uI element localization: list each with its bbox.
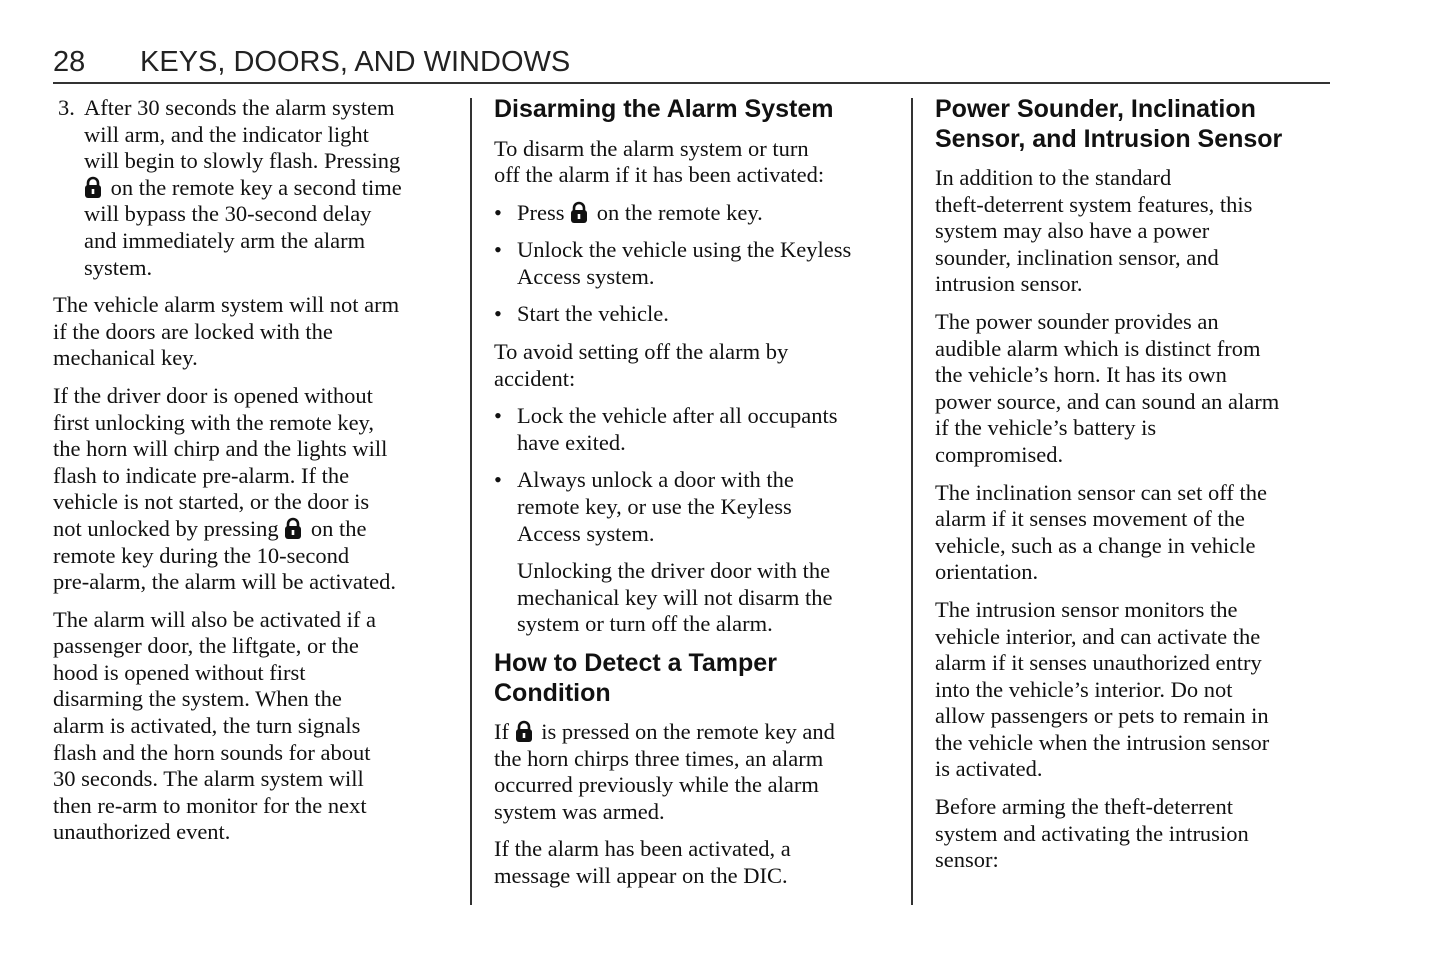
column-divider	[911, 98, 913, 905]
text-line: alarm if it senses movement of the	[935, 506, 1245, 532]
text-line: then re-arm to monitor for the next	[53, 792, 367, 818]
text-line: The intrusion sensor monitors the	[935, 596, 1238, 622]
list-marker: •	[494, 301, 502, 327]
text-line: disarming the system. When the	[53, 686, 342, 712]
text-segment: on the	[305, 515, 367, 541]
text-line: Disarming the Alarm System	[494, 95, 834, 123]
text-line: If the alarm has been activated, a	[494, 836, 791, 862]
text-line: sounder, inclination sensor, and	[935, 244, 1219, 270]
text-line: Unlock the vehicle using the Keyless	[517, 237, 852, 263]
list-item	[494, 467, 899, 547]
header-rule	[53, 82, 1330, 84]
text-line: Sensor, and Intrusion Sensor	[935, 124, 1283, 153]
text-line: To disarm the alarm system or turn	[494, 135, 809, 161]
text-line: unauthorized event.	[53, 819, 231, 845]
text-line: After 30 seconds the alarm system	[84, 95, 395, 120]
text-line: intrusion sensor.	[935, 271, 1083, 297]
paragraph	[935, 480, 1335, 586]
column-left	[53, 95, 453, 857]
text-line: The alarm will also be activated if a	[53, 606, 376, 632]
text-segment: If	[494, 719, 515, 744]
text-line: system.	[84, 254, 153, 280]
text-line: To avoid setting off the alarm by	[494, 339, 789, 365]
list-item	[494, 558, 899, 638]
text-line: hood is opened without first	[53, 659, 306, 685]
paragraph	[494, 136, 899, 189]
paragraph	[53, 607, 453, 846]
text-line: The vehicle alarm system will not arm	[53, 292, 400, 318]
text-line: mechanical key will not disarm the	[517, 584, 833, 610]
column-divider	[470, 98, 472, 905]
text-line: Before arming the theft-deterrent	[935, 794, 1233, 820]
text-line: passenger door, the liftgate, or the	[53, 633, 359, 659]
text-segment: is pressed on the remote key and	[535, 719, 835, 744]
text-line: if the vehicle’s battery is	[935, 415, 1157, 441]
list-marker: •	[494, 199, 502, 225]
text-line: flash and the horn sounds for about	[53, 739, 371, 765]
text-line: Condition	[494, 678, 611, 707]
text-line: vehicle, such as a change in vehicle	[935, 532, 1256, 558]
text-line: will arm, and the indicator light	[84, 121, 369, 147]
text-segment: Press	[517, 199, 571, 225]
text-line: mechanical key.	[53, 345, 198, 371]
text-line: Start the vehicle.	[517, 301, 669, 327]
text-line: the vehicle’s horn. It has its own	[935, 362, 1227, 388]
text-line: and immediately arm the alarm	[84, 227, 366, 253]
text-line: sensor:	[935, 847, 999, 873]
lock-icon	[284, 517, 302, 539]
text-line: pre-alarm, the alarm will be activated.	[53, 569, 396, 595]
text-line	[517, 200, 899, 227]
list-marker: •	[494, 467, 502, 493]
text-line: system or turn off the alarm.	[517, 611, 773, 637]
text-line: system was armed.	[494, 798, 665, 824]
text-line: the horn chirps three times, an alarm	[494, 745, 824, 771]
paragraph	[53, 383, 453, 596]
paragraph	[935, 309, 1335, 469]
text-line: off the alarm if it has been activated:	[494, 162, 825, 188]
text-line: alarm if it senses unauthorized entry	[935, 650, 1262, 676]
text-line: orientation.	[935, 559, 1039, 585]
text-line: the horn will chirp and the lights will	[53, 436, 388, 462]
text-line	[84, 175, 453, 202]
page-header	[53, 46, 570, 79]
text-line: remote key during the 10-second	[53, 542, 350, 568]
text-line: vehicle is not started, or the door is	[53, 489, 370, 515]
paragraph	[494, 339, 899, 392]
text-line: 30 seconds. The alarm system will	[53, 766, 364, 792]
text-line: remote key, or use the Keyless	[517, 494, 792, 520]
text-line	[53, 516, 453, 543]
list-item	[58, 95, 453, 281]
text-segment: on the remote key.	[591, 199, 763, 225]
text-line: theft-deterrent system features, this	[935, 191, 1253, 217]
list-marker: •	[494, 403, 502, 429]
text-line: How to Detect a Tamper	[494, 649, 777, 677]
text-line: flash to indicate pre-alarm. If the	[53, 462, 350, 488]
column-middle	[494, 95, 899, 901]
text-line: if the doors are locked with the	[53, 318, 333, 344]
paragraph	[935, 794, 1335, 874]
list-item	[494, 237, 899, 290]
text-line: audible alarm which is distinct from	[935, 335, 1261, 361]
text-line: into the vehicle’s interior. Do not	[935, 676, 1233, 702]
page-number: 28	[53, 46, 86, 78]
list-item	[494, 200, 899, 227]
text-line: occurred previously while the alarm	[494, 772, 819, 798]
text-line: accident:	[494, 365, 576, 391]
text-line	[494, 719, 899, 746]
text-line: system and activating the intrusion	[935, 820, 1249, 846]
paragraph	[494, 836, 899, 889]
text-line: The inclination sensor can set off the	[935, 479, 1267, 505]
section-heading	[935, 95, 1335, 154]
text-line: alarm is activated, the turn signals	[53, 713, 361, 739]
text-line: The power sounder provides an	[935, 308, 1219, 334]
text-line: Access system.	[517, 520, 655, 546]
text-line: allow passengers or pets to remain in	[935, 703, 1269, 729]
paragraph	[53, 292, 453, 372]
lock-icon	[570, 201, 588, 223]
text-line: is activated.	[935, 756, 1043, 782]
text-segment: on the remote key a second time	[105, 174, 402, 200]
lock-icon	[515, 720, 533, 742]
paragraph	[935, 165, 1335, 298]
text-line: will bypass the 30-second delay	[84, 201, 372, 227]
column-right	[935, 95, 1335, 885]
paragraph	[494, 719, 899, 825]
list-item	[494, 403, 899, 456]
paragraph	[935, 597, 1335, 783]
list-marker: 3.	[58, 95, 75, 120]
text-line: compromised.	[935, 441, 1064, 467]
text-line: vehicle interior, and can activate the	[935, 623, 1261, 649]
list-item	[494, 301, 899, 328]
text-line: Always unlock a door with the	[517, 467, 794, 493]
text-line: Power Sounder, Inclination	[935, 95, 1256, 123]
text-line: If the driver door is opened without	[53, 382, 373, 408]
text-line: Access system.	[517, 263, 655, 289]
list-marker: •	[494, 237, 502, 263]
text-line: have exited.	[517, 429, 626, 455]
text-line: will begin to slowly flash. Pressing	[84, 148, 401, 174]
text-line: message will appear on the DIC.	[494, 862, 788, 888]
lock-icon	[84, 176, 102, 198]
section-heading	[494, 649, 899, 708]
text-line: power source, and can sound an alarm	[935, 388, 1280, 414]
section-heading	[494, 95, 899, 125]
text-line: Unlocking the driver door with the	[517, 558, 831, 584]
text-line: first unlocking with the remote key,	[53, 409, 374, 435]
text-line: Lock the vehicle after all occupants	[517, 403, 838, 429]
text-line: In addition to the standard	[935, 165, 1172, 190]
section-title: KEYS, DOORS, AND WINDOWS	[140, 46, 571, 78]
text-line: system may also have a power	[935, 218, 1210, 244]
text-line: the vehicle when the intrusion sensor	[935, 729, 1270, 755]
text-segment: not unlocked by pressing	[53, 515, 285, 541]
